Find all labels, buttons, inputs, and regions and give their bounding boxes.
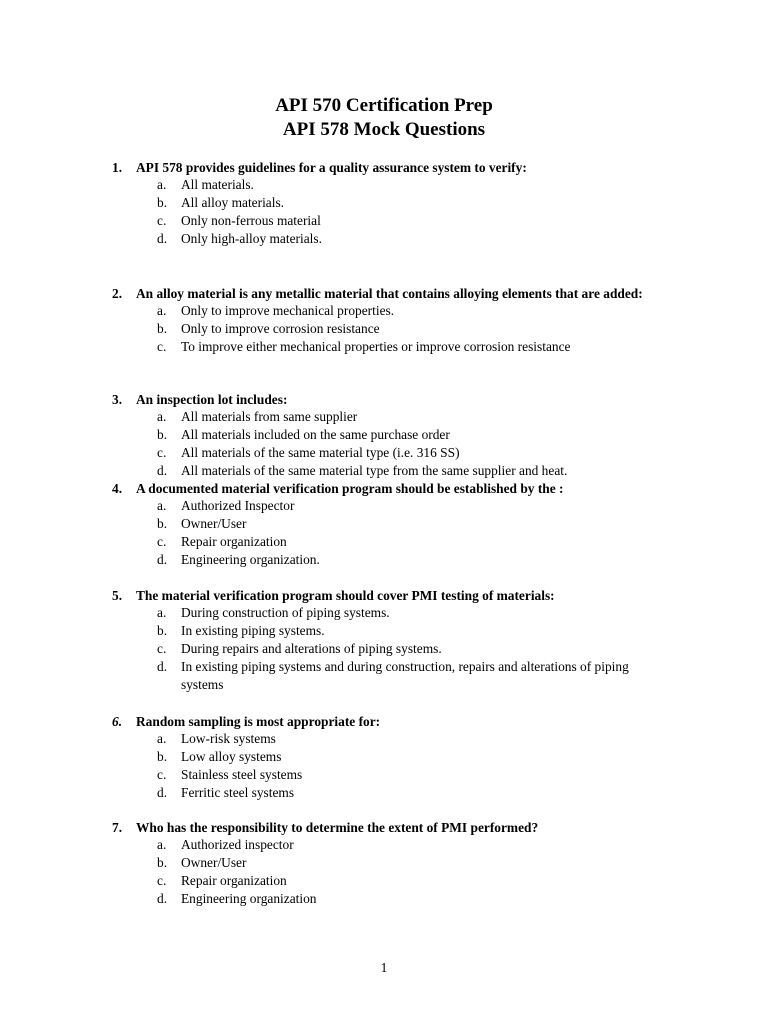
question-text: Who has the responsibility to determine the extent of PMI performed?	[136, 820, 539, 835]
answer-option	[112, 444, 672, 462]
answer-text: During repairs and alterations of piping systems.	[181, 641, 442, 656]
answer-option	[112, 302, 672, 320]
answer-option	[112, 640, 672, 658]
answer-option	[112, 320, 672, 338]
answer-text: All materials of the same material type (i.e. 316 SS)	[181, 445, 460, 460]
answer-letter: c.	[157, 213, 167, 228]
answer-letter: b.	[157, 195, 168, 210]
answer-text: All materials.	[181, 177, 254, 192]
question-number: 6.	[112, 714, 123, 729]
answer-letter: b.	[157, 427, 168, 442]
answer-letter: c.	[157, 534, 167, 549]
answer-option	[112, 622, 672, 640]
answer-text: Owner/User	[181, 516, 247, 531]
answer-option	[112, 784, 672, 802]
document-subtitle: API 578 Mock Questions	[282, 119, 486, 140]
answer-text: Authorized inspector	[181, 837, 294, 852]
answer-text: Repair organization	[181, 534, 287, 549]
question-5	[112, 587, 672, 694]
answer-text: During construction of piping systems.	[181, 605, 390, 620]
answer-letter: b.	[157, 855, 168, 870]
answer-option	[112, 515, 672, 533]
answer-letter: b.	[157, 321, 168, 336]
answer-letter: a.	[157, 731, 167, 746]
answer-option	[112, 730, 672, 748]
answer-letter: d.	[157, 552, 168, 567]
answer-option	[112, 890, 672, 908]
answer-option	[112, 658, 672, 694]
answer-letter: b.	[157, 749, 168, 764]
question-stem	[112, 819, 672, 836]
answer-letter: b.	[157, 516, 168, 531]
question-2	[112, 285, 672, 356]
question-text: An alloy material is any metallic material that contains alloying elements that are added:	[136, 286, 643, 301]
question-text: Random sampling is most appropriate for:	[136, 714, 381, 729]
question-text: The material verification program should cover PMI testing of materials:	[136, 588, 555, 603]
question-6	[112, 713, 672, 802]
answer-letter: a.	[157, 303, 167, 318]
answer-option	[112, 551, 672, 569]
answer-option	[112, 212, 672, 230]
answer-text: Low alloy systems	[181, 749, 282, 764]
answer-text: In existing piping systems.	[181, 623, 325, 638]
answer-letter: a.	[157, 409, 167, 424]
answer-option	[112, 872, 672, 890]
answer-option	[112, 766, 672, 784]
question-stem	[112, 587, 672, 604]
answer-text: All alloy materials.	[181, 195, 285, 210]
answer-option	[112, 338, 672, 356]
answer-option	[112, 408, 672, 426]
answer-text: Owner/User	[181, 855, 247, 870]
question-text: API 578 provides guidelines for a quality assurance system to verify:	[136, 160, 527, 175]
answer-option	[112, 604, 672, 622]
answer-letter: d.	[157, 231, 168, 246]
question-number: 2.	[112, 286, 123, 301]
question-stem	[112, 159, 672, 176]
answer-text: All materials included on the same purchase order	[181, 427, 450, 442]
question-stem	[112, 480, 672, 497]
answer-letter: d.	[157, 659, 168, 674]
answer-letter: c.	[157, 873, 167, 888]
answer-letter: c.	[157, 767, 167, 782]
answer-text: Authorized Inspector	[181, 498, 295, 513]
answer-text: Ferritic steel systems	[181, 785, 295, 800]
answer-option	[112, 230, 672, 248]
answer-text: In existing piping systems and during construction, repairs and alterations of piping systems	[181, 659, 629, 692]
answer-option	[112, 748, 672, 766]
answer-letter: a.	[157, 605, 167, 620]
answer-letter: a.	[157, 837, 167, 852]
document-title: API 570 Certification Prep	[275, 95, 493, 116]
answer-text: Only to improve corrosion resistance	[181, 321, 380, 336]
question-1	[112, 159, 672, 248]
answer-text: Engineering organization.	[181, 552, 320, 567]
question-stem	[112, 713, 672, 730]
answer-text: Only non-ferrous material	[181, 213, 321, 228]
answer-text: Stainless steel systems	[181, 767, 303, 782]
question-7	[112, 819, 672, 908]
answer-letter: b.	[157, 623, 168, 638]
answer-letter: c.	[157, 641, 167, 656]
answer-text: To improve either mechanical properties or improve corrosion resistance	[181, 339, 571, 354]
page-number: 1	[380, 960, 388, 975]
answer-option	[112, 426, 672, 444]
answer-option	[112, 533, 672, 551]
question-text: An inspection lot includes:	[136, 392, 288, 407]
answer-option	[112, 497, 672, 515]
answer-letter: d.	[157, 891, 168, 906]
answer-text: All materials from same supplier	[181, 409, 358, 424]
answer-letter: d.	[157, 463, 168, 478]
answer-text: Only to improve mechanical properties.	[181, 303, 395, 318]
answer-text: All materials of the same material type from the same supplier and heat.	[181, 463, 568, 478]
question-number: 7.	[112, 820, 123, 835]
question-number: 4.	[112, 481, 123, 496]
answer-text: Repair organization	[181, 873, 287, 888]
question-number: 3.	[112, 392, 123, 407]
question-stem	[112, 391, 672, 408]
answer-text: Low-risk systems	[181, 731, 276, 746]
answer-text: Only high-alloy materials.	[181, 231, 322, 246]
question-number: 1.	[112, 160, 123, 175]
question-text: A documented material verification program should be established by the :	[136, 481, 564, 496]
question-stem	[112, 285, 672, 302]
answer-option	[112, 854, 672, 872]
answer-option	[112, 462, 672, 480]
answer-letter: a.	[157, 498, 167, 513]
answer-letter: c.	[157, 445, 167, 460]
answer-letter: d.	[157, 785, 168, 800]
question-number: 5.	[112, 588, 123, 603]
answer-letter: a.	[157, 177, 167, 192]
answer-text: Engineering organization	[181, 891, 317, 906]
answer-letter: c.	[157, 339, 167, 354]
question-3	[112, 391, 672, 480]
answer-option	[112, 836, 672, 854]
answer-option	[112, 176, 672, 194]
answer-option	[112, 194, 672, 212]
question-4	[112, 480, 672, 569]
